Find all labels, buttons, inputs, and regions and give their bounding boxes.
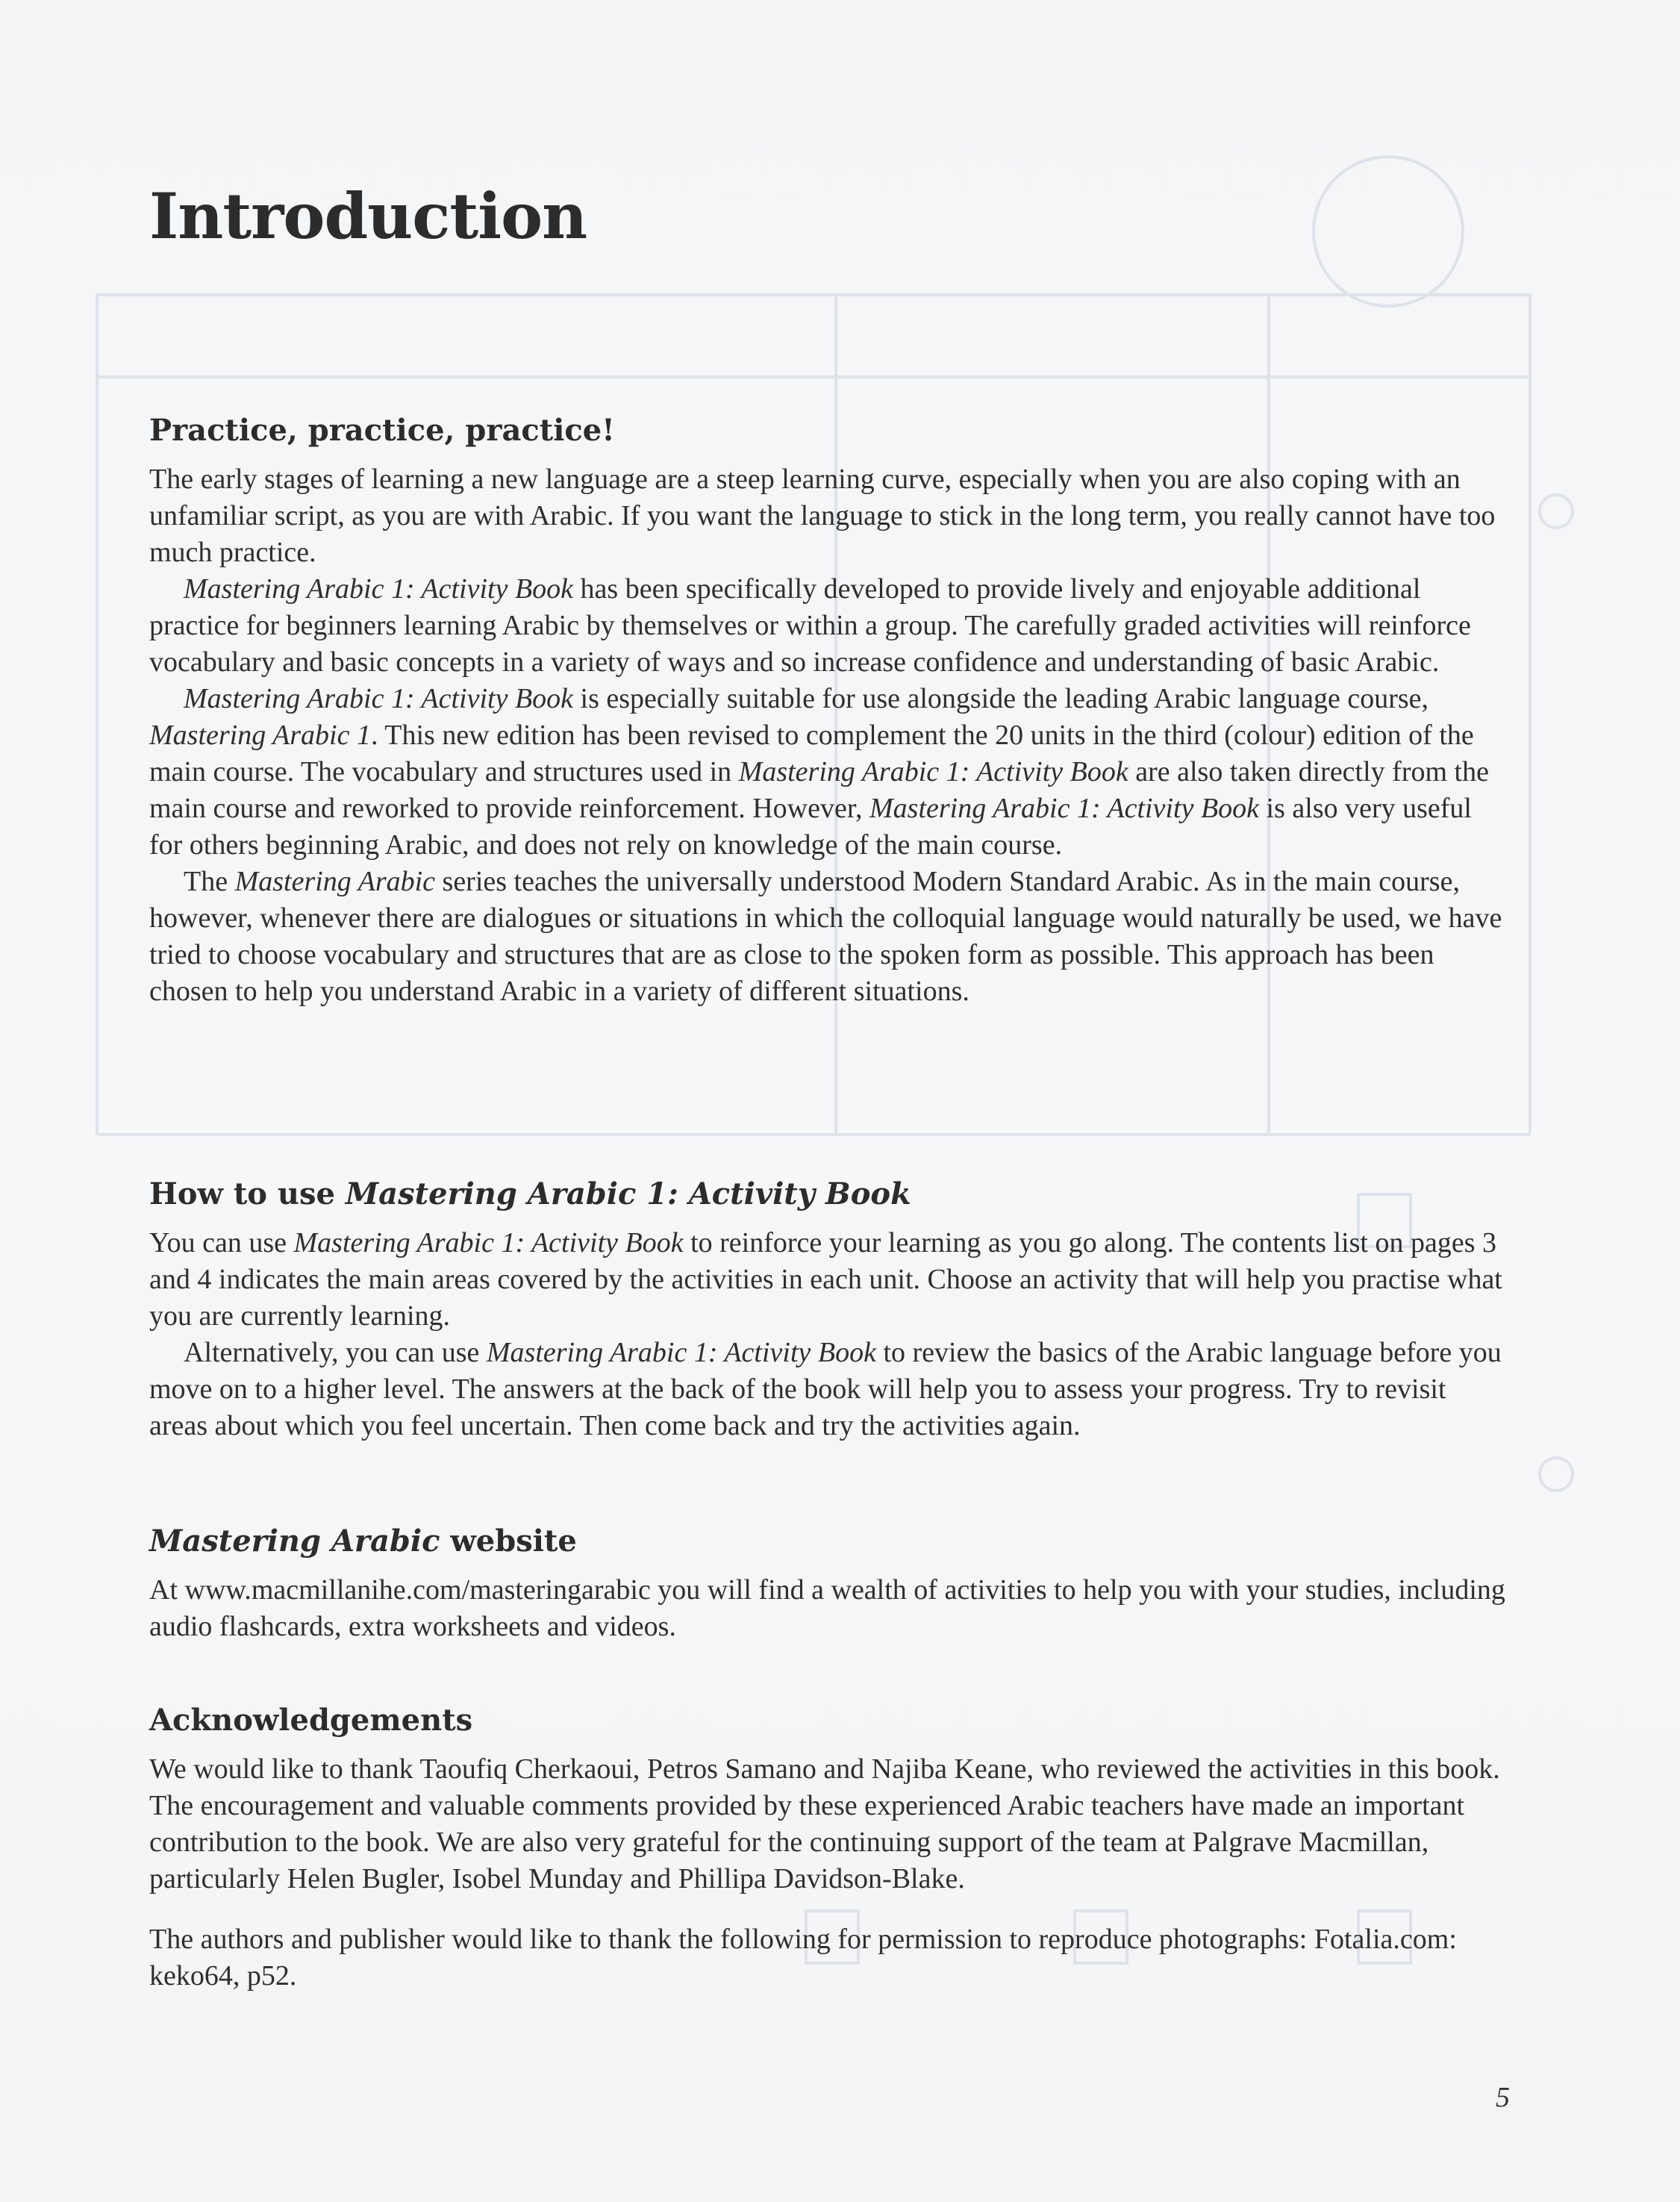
paragraph: The Mastering Arabic series teaches the universally understood Modern Standard Arabic. As in the main course, however, whenever there are dialogues or situations in which the colloquial language would naturally be used, we have tried to choose vocabulary and structures that are as close to the spoken form as possible. This approach has been chosen to help you understand Arabic in a variety of different situations. bbox=[149, 866, 1502, 1007]
paragraph: Mastering Arabic 1: Activity Book has been specifically developed to provide lively and enjoyable additional practice for beginners learning Arabic by themselves or within a group. The carefully graded activities will reinforce vocabulary and basic concepts in a variety of ways and so increase confidence and understanding of basic Arabic. bbox=[149, 573, 1471, 678]
paragraph: The early stages of learning a new language are a steep learning curve, especially when you are also coping with an unfamiliar script, as you are with Arabic. If you want the language to stick in the long term, you really cannot have too much practice. bbox=[149, 464, 1496, 568]
section-practice bbox=[149, 412, 1508, 1010]
section-heading: Practice, practice, practice! bbox=[149, 413, 615, 448]
section-heading: Acknowledgements bbox=[149, 1703, 473, 1738]
paragraph: At www.macmillanihe.com/masteringarabic you will find a wealth of activities to help you with your studies, including audio flashcards, extra worksheets and videos. bbox=[149, 1574, 1505, 1642]
paragraph: Mastering Arabic 1: Activity Book is especially suitable for use alongside the leading Arabic language course, Mastering Arabic 1. This new edition has been revised to complement the 20 units in the third (colour) edition of the main course. The vocabulary and structures used in Mastering Arabic 1: Activity Book are also taken directly from the main course and reworked to provide reinforcement. However, Mastering Arabic 1: Activity Book is also very useful for others beginning Arabic, and does not rely on knowledge of the main course. bbox=[149, 683, 1489, 861]
paragraph: You can use Mastering Arabic 1: Activity Book to reinforce your learning as you go along. The contents list on pages 3 and 4 indicates the main areas covered by the activities in each unit. Choose an activity that will help you practise what you are currently learning. bbox=[149, 1227, 1502, 1332]
section-how-to-use bbox=[149, 1176, 1508, 1444]
section-website bbox=[149, 1523, 1508, 1645]
paragraph: The authors and publisher would like to thank the following for permission to reproduce photographs: Fotalia.com: keko64, p52. bbox=[149, 1924, 1457, 1992]
page-number: 5 bbox=[1496, 2082, 1510, 2113]
paragraph: We would like to thank Taoufiq Cherkaoui, Petros Samano and Najiba Keane, who reviewed the activities in this book. The encouragement and valuable comments provided by these experienced Arabic teachers have made an important contribution to the book. We are also very grateful for the continuing support of the team at Palgrave Macmillan, particularly Helen Bugler, Isobel Munday and Phillipa Davidson-Blake. bbox=[149, 1753, 1500, 1894]
section-heading: Mastering Arabic website bbox=[149, 1523, 577, 1559]
paragraph: Alternatively, you can use Mastering Arabic 1: Activity Book to review the basics of the Arabic language before you move on to a higher level. The answers at the back of the book will help you to assess your progress. Try to revisit areas about which you feel uncertain. Then come back and try the activities again. bbox=[149, 1337, 1502, 1441]
page-title: Introduction bbox=[149, 179, 587, 253]
section-heading: How to use Mastering Arabic 1: Activity Book bbox=[149, 1176, 911, 1211]
section-acknowledgements bbox=[149, 1702, 1508, 1994]
